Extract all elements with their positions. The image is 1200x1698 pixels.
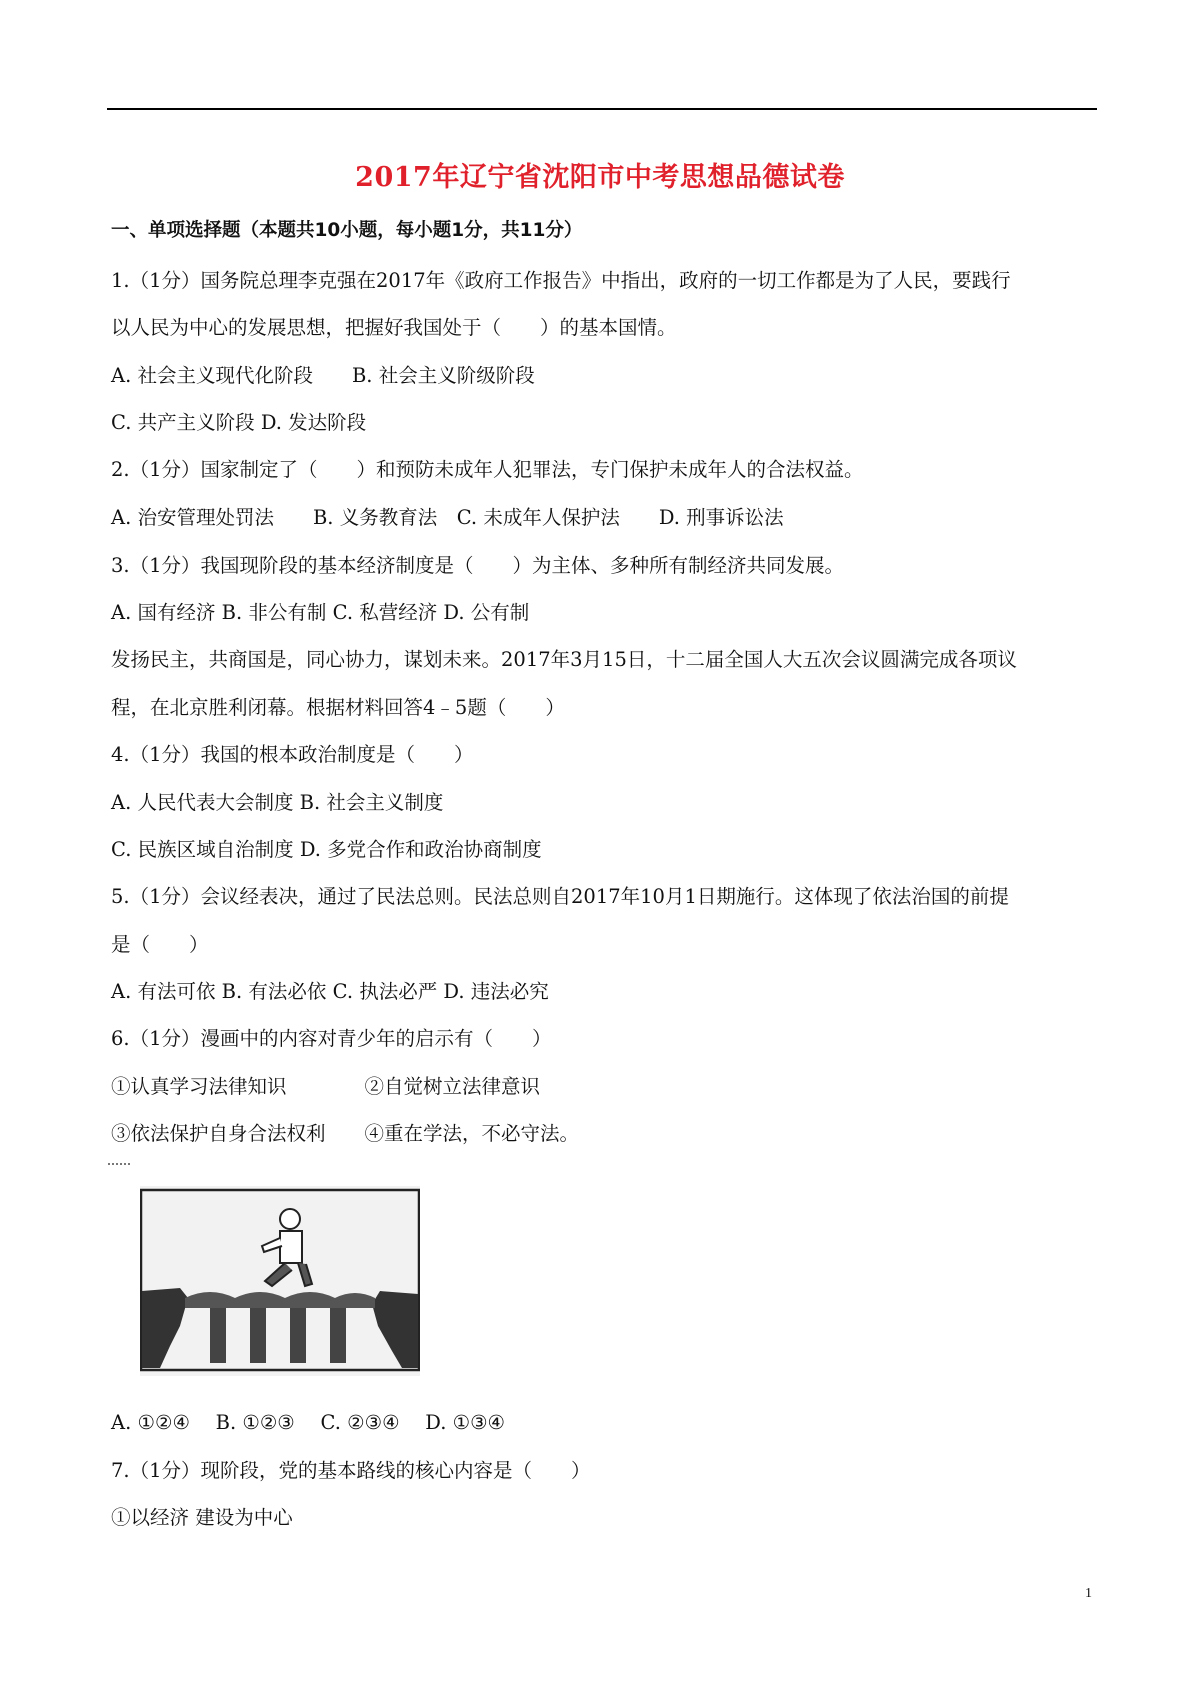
exam-title: 2017年辽宁省沈阳市中考思想品德试卷	[355, 162, 845, 193]
question-3-options: A. 国有经济 B. 非公有制 C. 私营经济 D. 公有制	[111, 601, 530, 624]
question-1-text-cont: 以人民为中心的发展思想，把握好我国处于（ ）的基本国情。	[111, 316, 677, 339]
question-2-text: 2.（1分）国家制定了（ ）和预防未成年人犯罪法，专门保护未成年人的合法权益。	[111, 458, 864, 481]
material-text: 发扬民主，共商国是，同心协力，谋划未来。2017年3月15日，十二届全国人大五次会议圆满完成各项议	[111, 648, 1017, 671]
question-1-text: 1.（1分）国务院总理李克强在2017年《政府工作报告》中指出，政府的一切工作都是为了人民，要践行	[111, 269, 1011, 292]
question-5-text-cont: 是（ ）	[111, 933, 209, 956]
question-6-text: 6.（1分）漫画中的内容对青少年的启示有（ ）	[111, 1027, 552, 1050]
section-heading: 一、单项选择题（本题共10小题，每小题1分，共11分）	[111, 220, 583, 241]
question-7-statement: ①以经济 建设为中心	[111, 1506, 293, 1529]
question-6-statements-cont: ③依法保护自身合法权利 ④重在学法，不必守法。	[111, 1122, 580, 1145]
question-2-options: A. 治安管理处罚法 B. 义务教育法 C. 未成年人保护法 D. 刑事诉讼法	[111, 506, 784, 529]
question-1-options: A. 社会主义现代化阶段 B. 社会主义阶级阶段	[111, 364, 535, 387]
question-4-options-cont: C. 民族区域自治制度 D. 多党合作和政治协商制度	[111, 838, 542, 861]
question-4-options: A. 人民代表大会制度 B. 社会主义制度	[111, 791, 444, 814]
question-4-text: 4.（1分）我国的根本政治制度是（ ）	[111, 743, 474, 766]
question-5-text: 5.（1分）会议经表决，通过了民法总则。民法总则自2017年10月1日期施行。这体现了依法治国的前提	[111, 885, 1009, 908]
image-marker	[108, 1163, 130, 1168]
question-7-text: 7.（1分）现阶段，党的基本路线的核心内容是（ ）	[111, 1459, 591, 1482]
question-5-options: A. 有法可依 B. 有法必依 C. 执法必严 D. 违法必究	[111, 980, 549, 1003]
question-6-options: A. ①②④ B. ①②③ C. ②③④ D. ①③④	[111, 1411, 506, 1434]
question-1-options-cont: C. 共产主义阶段 D. 发达阶段	[111, 411, 367, 434]
question-6-statements: ①认真学习法律知识 ②自觉树立法律意识	[111, 1075, 541, 1098]
page-number: 1	[1085, 1586, 1092, 1601]
material-text-cont: 程，在北京胜利闭幕。根据材料回答4﹣5题（ ）	[111, 696, 565, 719]
cartoon-image	[140, 1186, 420, 1376]
header-rule	[107, 108, 1097, 110]
question-3-text: 3.（1分）我国现阶段的基本经济制度是（ ）为主体、多种所有制经济共同发展。	[111, 554, 845, 577]
